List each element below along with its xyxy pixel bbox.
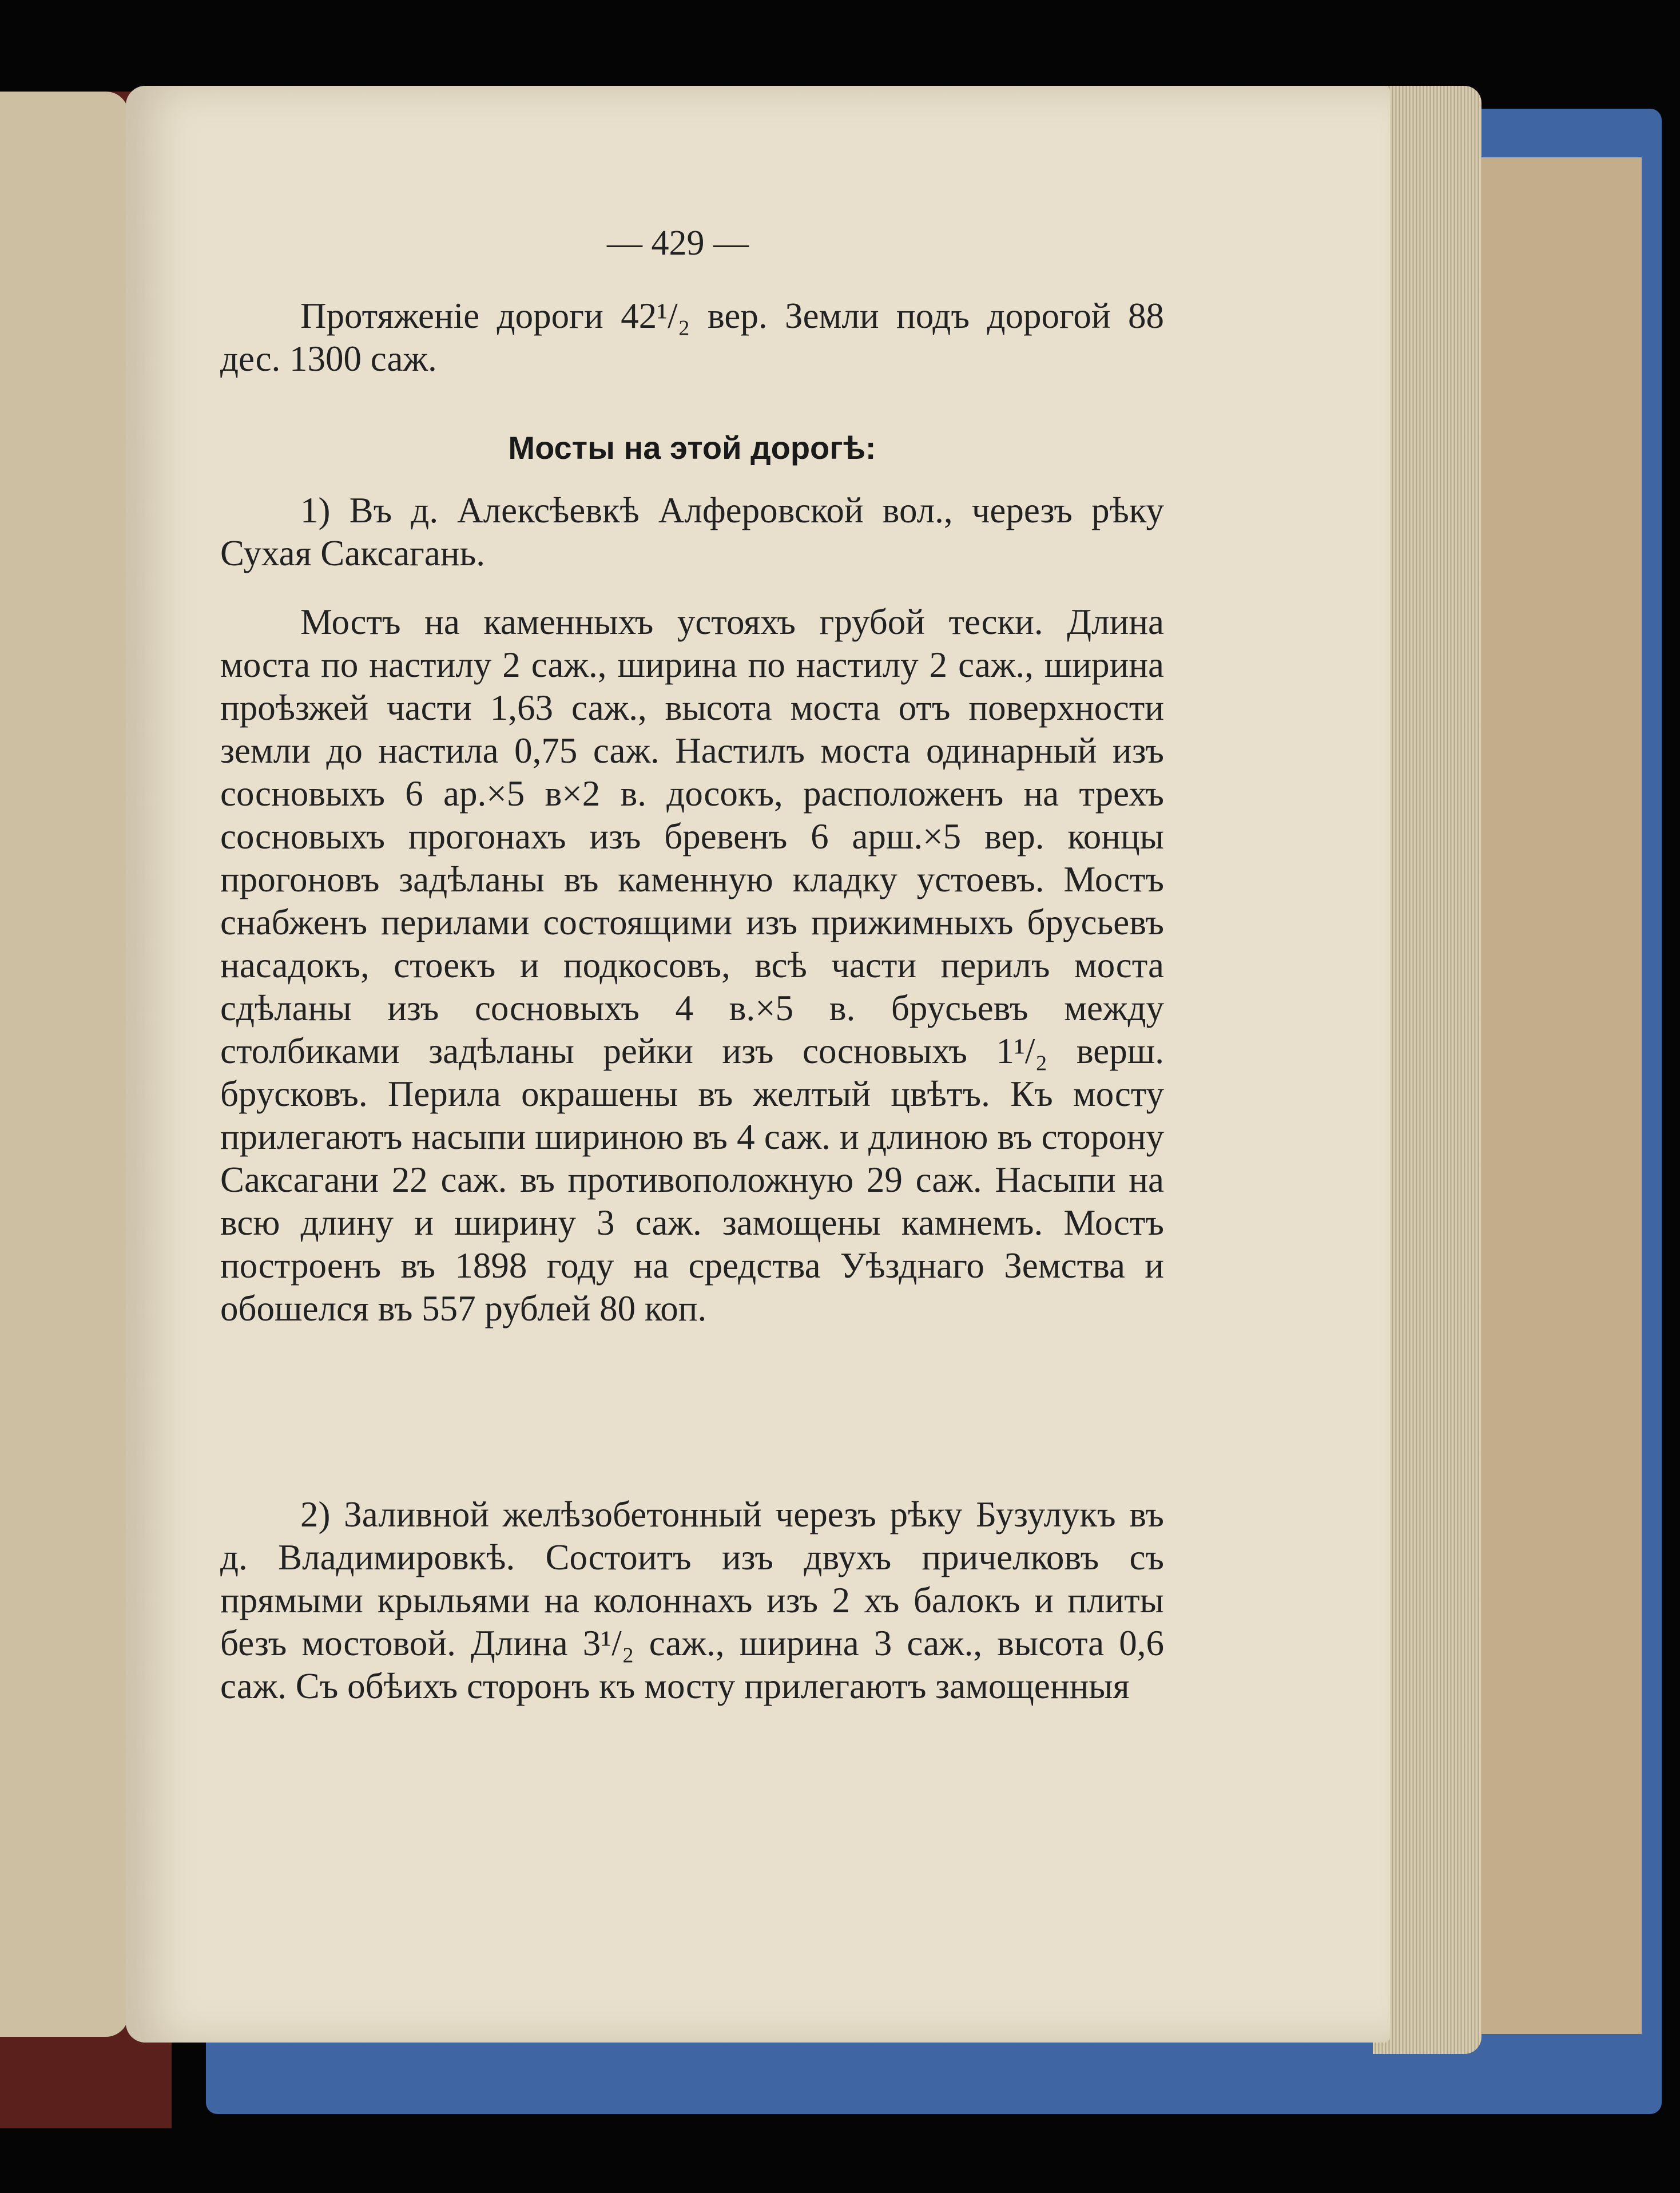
page-number: — 429 — [607, 224, 749, 263]
intro-text: Протяженіе дороги 42¹/₂ вер. Земли подъ дорогой 88 дес. 1300 саж. [220, 296, 1164, 379]
back-board [1464, 157, 1642, 2034]
item1-text: 1) Въ д. Алексѣевкѣ Алферовской вол., черезъ рѣку Сухая Саксагань. [220, 490, 1164, 573]
left-page-edge [0, 92, 129, 2037]
description1-text: Мостъ на каменныхъ устояхъ грубой тески. Длина моста по настилу 2 саж., ширина по настилу 2 саж., ширина проѣзжей части 1,63 саж., высота моста отъ поверхности земли до настила 0,75 саж. Настилъ моста одинарный изъ сосновыхъ 6 ар.×5 в×2 в. досокъ, расположенъ на трехъ сосновыхъ прогонахъ изъ бревенъ 6 арш.×5 вер. концы прогоновъ задѣланы въ каменную кладку устоевъ. Мостъ снабженъ перилами состоящими изъ прижимныхъ брусьевъ насадокъ, стоекъ и подкосовъ, всѣ части перилъ моста сдѣланы изъ сосновыхъ 4 в.×5 в. брусьевъ между столбиками задѣланы рейки изъ сосновыхъ 1¹/₂ верш. брусковъ. Перила окрашены въ желтый цвѣтъ. Къ мосту прилегаютъ насыпи шириною въ 4 саж. и длиною въ сторону Саксагани 22 саж. въ противоположную 29 саж. Насыпи на всю длину и ширину 3 саж. замощены камнемъ. Мостъ построенъ въ 1898 году на средства Уѣзднаго Земства и обошелся въ 557 рублей 80 коп. [220, 602, 1164, 1329]
item2-paragraph [220, 1493, 1164, 1708]
intro-paragraph [220, 295, 1164, 380]
item1-paragraph [220, 489, 1164, 575]
section-heading: Мосты на этой дорогѣ: [508, 430, 876, 466]
item2-text: 2) Заливной желѣзобетонный черезъ рѣку Бузулукъ въ д. Владимировкѣ. Состоитъ изъ двухъ причелковъ съ прямыми крыльями на колоннахъ изъ 2 хъ балокъ и плиты безъ мостовой. Длина 3¹/₂ саж., ширина 3 саж., высота 0,6 саж. Съ обѣихъ сторонъ къ мосту прилегаютъ замощенныя [220, 1494, 1164, 1706]
description1-paragraph [220, 601, 1164, 1330]
